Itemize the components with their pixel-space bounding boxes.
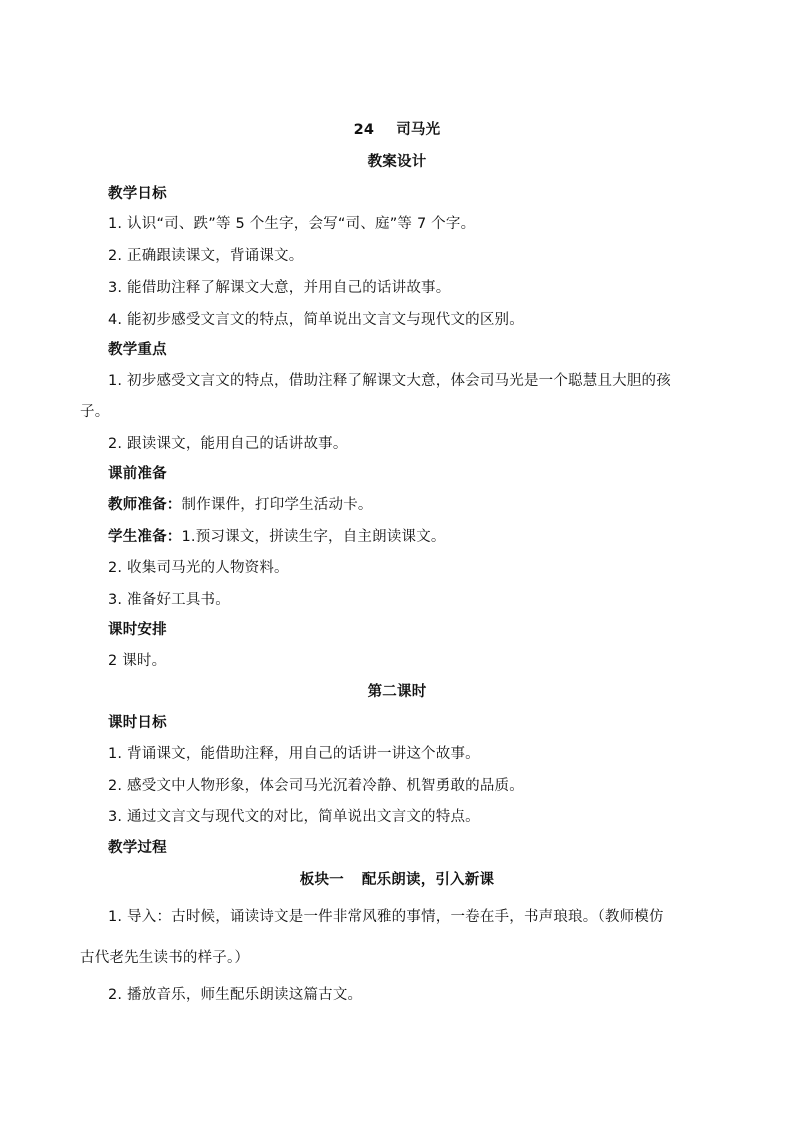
focus-item-continued: 子。 [80, 404, 110, 420]
block-label: 板块一 [299, 872, 344, 888]
second-period-heading: 第二课时 [367, 684, 427, 700]
block-heading [0, 870, 794, 890]
process-step: 1. 导入：古时候，诵读诗文是一件非常风雅的事情，一卷在手，书声琅琅。（教师模仿 [108, 909, 664, 925]
lesson-title [0, 120, 794, 140]
period-goal-item: 1. 背诵课文，能借助注释，用自己的话讲一讲这个故事。 [108, 746, 480, 762]
schedule-heading: 课时安排 [108, 622, 167, 638]
block-title: 配乐朗读，引入新课 [361, 872, 495, 888]
goal-item: 3. 能借助注释了解课文大意，并用自己的话讲故事。 [108, 280, 451, 296]
goal-item: 2. 正确跟读课文，背诵课文。 [108, 248, 304, 264]
process-heading: 教学过程 [108, 840, 167, 856]
lesson-number: 24 [353, 122, 375, 138]
student-prep [108, 527, 446, 547]
focus-heading: 教学重点 [108, 342, 167, 358]
schedule-text: 2 课时。 [108, 653, 167, 669]
prep-heading: 课前准备 [108, 466, 167, 482]
student-prep-label: 学生准备： [108, 529, 182, 545]
teacher-prep-text: 制作课件，打印学生活动卡。 [181, 497, 373, 513]
process-step: 2. 播放音乐，师生配乐朗读这篇古文。 [108, 987, 363, 1003]
goal-item: 1. 认识“司、跌”等 5 个生字，会写“司、庭”等 7 个字。 [108, 216, 476, 232]
teacher-prep [108, 495, 373, 515]
goals-heading: 教学日标 [108, 186, 167, 202]
period-goal-item: 3. 通过文言文与现代文的对比，简单说出文言文的特点。 [108, 809, 480, 825]
student-prep-text: 1.预习课文，拼读生字，自主朗读课文。 [181, 529, 446, 545]
process-step-continued: 古代老先生读书的样子。） [80, 950, 250, 966]
prep-item: 3. 准备好工具书。 [108, 592, 230, 608]
goal-item: 4. 能初步感受文言文的特点，简单说出文言文与现代文的区别。 [108, 312, 524, 328]
focus-item: 2. 跟读课文，能用自己的话讲故事。 [108, 436, 348, 452]
teacher-prep-label: 教师准备： [108, 497, 182, 513]
prep-item: 2. 收集司马光的人物资料。 [108, 560, 289, 576]
lesson-name: 司马光 [396, 122, 441, 138]
lesson-subtitle: 教案设计 [367, 154, 427, 170]
focus-item: 1. 初步感受文言文的特点，借助注释了解课文大意，体会司马光是一个聪慧且大胆的孩 [108, 373, 671, 389]
period-goals-heading: 课时日标 [108, 715, 167, 731]
period-goal-item: 2. 感受文中人物形象，体会司马光沉着冷静、机智勇敢的品质。 [108, 778, 524, 794]
